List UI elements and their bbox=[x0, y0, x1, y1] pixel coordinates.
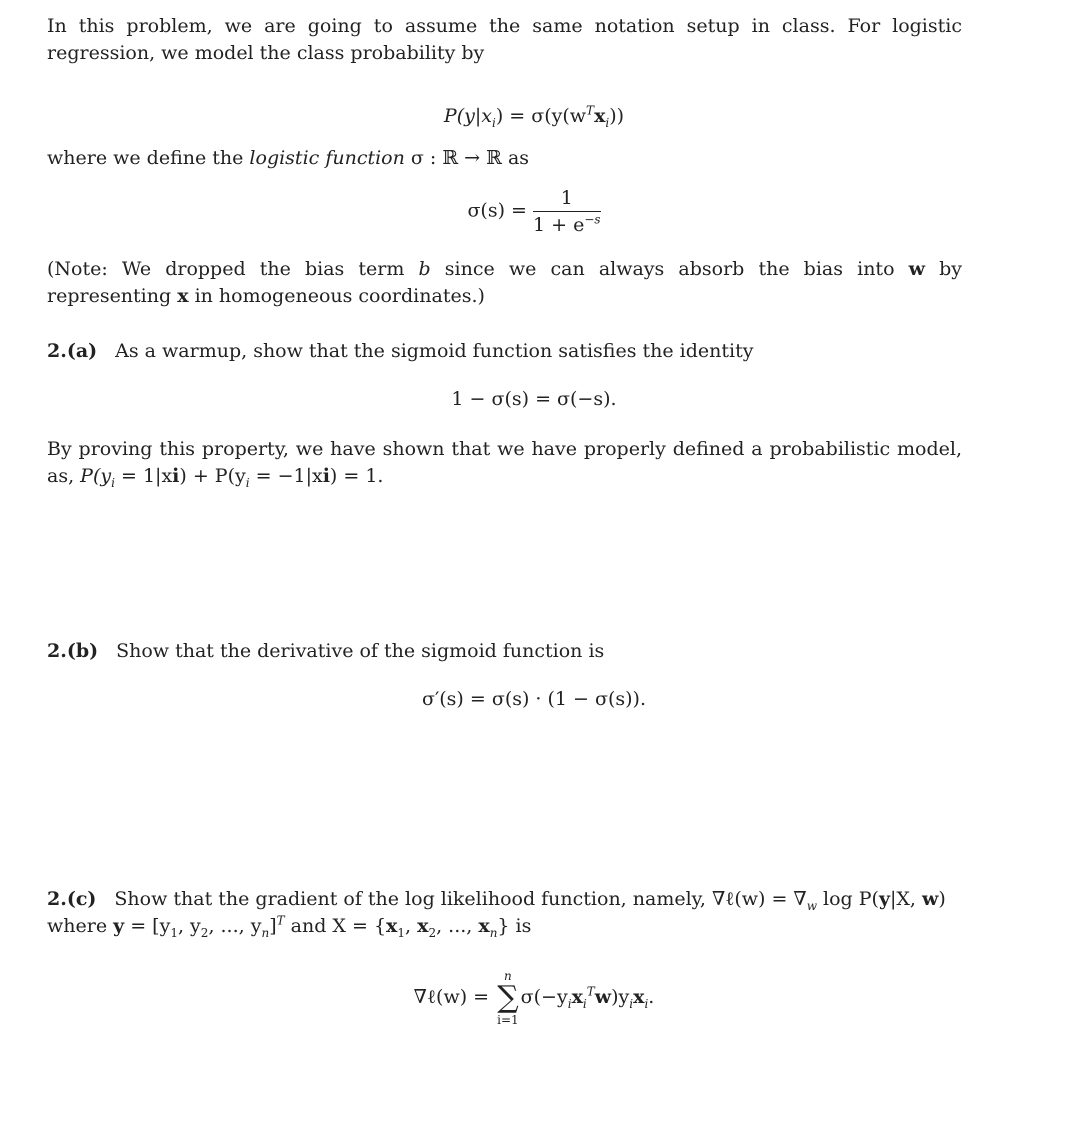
gradient-lhs: ∇ℓ(w) = bbox=[413, 986, 490, 1008]
part-c-where-1: where bbox=[47, 915, 114, 937]
part-a-identity bbox=[0, 388, 1068, 410]
sigmoid-denominator-base: 1 + e bbox=[533, 214, 585, 236]
part-c-where-2: = [y bbox=[124, 915, 171, 937]
part-c-where-x1: x bbox=[386, 915, 398, 937]
sigmoid-numerator: 1 bbox=[533, 187, 601, 212]
part-b-number: 2.(b) bbox=[47, 640, 99, 662]
gradient-equation: ∇ℓ(w) = n ∑ i=1 $\sigma(-y_ix_i^Tw)y_ix_i$. bbox=[413, 969, 655, 1027]
intro-paragraph bbox=[47, 13, 962, 67]
intro-text: In this problem, we are going to assume the same notation setup in class. For logistic regression, we model the class probability by bbox=[47, 15, 962, 64]
note-part-4: in homogeneous coordinates.) bbox=[188, 285, 485, 307]
model-equation-x: x bbox=[594, 105, 606, 127]
part-b-heading bbox=[47, 640, 604, 662]
part-b-derivative bbox=[0, 688, 1068, 710]
part-c-number: 2.(c) bbox=[47, 888, 97, 910]
model-equation: $P(y|x_i) = \sigma(y(w^Tx_i))$ bbox=[443, 103, 625, 130]
definition-term: logistic function bbox=[249, 147, 405, 169]
logistic-definition bbox=[47, 145, 962, 172]
part-c-prompt-4: ) bbox=[938, 888, 946, 910]
part-c-w: w bbox=[922, 888, 939, 910]
part-c-where-9: , ..., bbox=[436, 915, 479, 937]
part-c-prompt-3: |X, bbox=[889, 888, 922, 910]
sigmoid-fraction bbox=[533, 187, 601, 236]
model-equation-end: )) bbox=[609, 105, 625, 127]
note-b: b bbox=[418, 258, 431, 280]
part-a-followup: By proving this property, we have shown that we have properly defined a probabilistic model, as, $P(y_i = 1|xi) + P(y_i = -1|xi) = 1$. bbox=[47, 438, 962, 490]
derivative-equation: σ′(s) = σ(s) · (1 − σ(s)). bbox=[421, 688, 647, 710]
summation-operator bbox=[497, 970, 519, 1026]
gradient-rhs-end: . bbox=[648, 986, 655, 1008]
followup-eq2: = −1|x bbox=[249, 465, 323, 487]
model-equation-rhs: ) = σ(y(w bbox=[495, 105, 587, 127]
part-c-y: y bbox=[878, 888, 890, 910]
model-equation-lhs: P(y|x bbox=[443, 105, 492, 127]
followup-text: By proving this property, we have shown that we have properly defined a probabilistic model, as, bbox=[47, 438, 962, 487]
note-w: w bbox=[908, 258, 925, 280]
part-c-where-10: } is bbox=[497, 915, 532, 937]
part-c-where-y: y bbox=[113, 915, 125, 937]
gradient-rhs-1: σ(−y bbox=[520, 986, 568, 1008]
part-a-heading bbox=[47, 340, 753, 362]
part-c-where-4: , ..., y bbox=[208, 915, 262, 937]
sigmoid-equation bbox=[0, 187, 1068, 236]
part-c-where-7: , bbox=[405, 915, 418, 937]
bias-note bbox=[47, 256, 962, 310]
part-c-where-6: and X = { bbox=[284, 915, 387, 937]
identity-equation: 1 − σ(s) = σ(−s). bbox=[451, 388, 617, 410]
part-c-where-xn: x bbox=[478, 915, 490, 937]
note-x: x bbox=[177, 285, 189, 307]
definition-map: σ : ℝ → ℝ bbox=[404, 147, 502, 169]
part-c-heading: 2.(c) Show that the gradient of the log likelihood function, namely, ∇ℓ(w) = $\nabla_w$ log P(y|X, w) where $y = [y_1$, $y_2$, ..., $y_n]^T$ and $X = \{x_1$, $x_2$, ..., $x_n$} is bbox=[47, 888, 946, 940]
definition-prefix: where we define the bbox=[47, 147, 250, 169]
gradient-rhs-x: x bbox=[571, 986, 583, 1008]
part-a-number: 2.(a) bbox=[47, 340, 98, 362]
sum-upper-limit: n bbox=[504, 969, 512, 983]
part-c-sub-w: w bbox=[806, 898, 817, 913]
followup-p2: ) + P(y bbox=[179, 465, 246, 487]
gradient-rhs-x2: x bbox=[633, 986, 645, 1008]
sigmoid-denominator-exponent: −s bbox=[584, 212, 601, 227]
sigmoid-lhs: σ(s) = bbox=[467, 199, 527, 222]
part-c-prompt-2: log P( bbox=[816, 888, 879, 910]
part-c-where-x2: x bbox=[417, 915, 429, 937]
definition-suffix: as bbox=[501, 147, 530, 169]
sum-lower-limit: i=1 bbox=[497, 1013, 519, 1027]
part-b-prompt: Show that the derivative of the sigmoid function is bbox=[116, 640, 605, 662]
part-c-prompt-1: Show that the gradient of the log likelihood function, namely, ∇ℓ(w) = ∇ bbox=[114, 888, 807, 910]
part-a-prompt: As a warmup, show that the sigmoid function satisfies the identity bbox=[115, 340, 754, 362]
note-part-1: (Note: We dropped the bias term bbox=[47, 258, 419, 280]
part-c-where-5: ] bbox=[269, 915, 277, 937]
gradient-rhs-y: )y bbox=[611, 986, 630, 1008]
note-part-2: since we can always absorb the bias into bbox=[430, 258, 909, 280]
gradient-rhs-w: w bbox=[594, 986, 612, 1008]
sum-symbol: ∑ bbox=[497, 980, 519, 1015]
part-c-where-3: , y bbox=[177, 915, 201, 937]
followup-end: ) = 1. bbox=[329, 465, 384, 487]
followup-eq1: = 1|x bbox=[114, 465, 173, 487]
note-part-3: by representing bbox=[47, 258, 963, 307]
followup-p1: P(y bbox=[80, 465, 112, 487]
sigmoid-denominator bbox=[533, 212, 601, 236]
